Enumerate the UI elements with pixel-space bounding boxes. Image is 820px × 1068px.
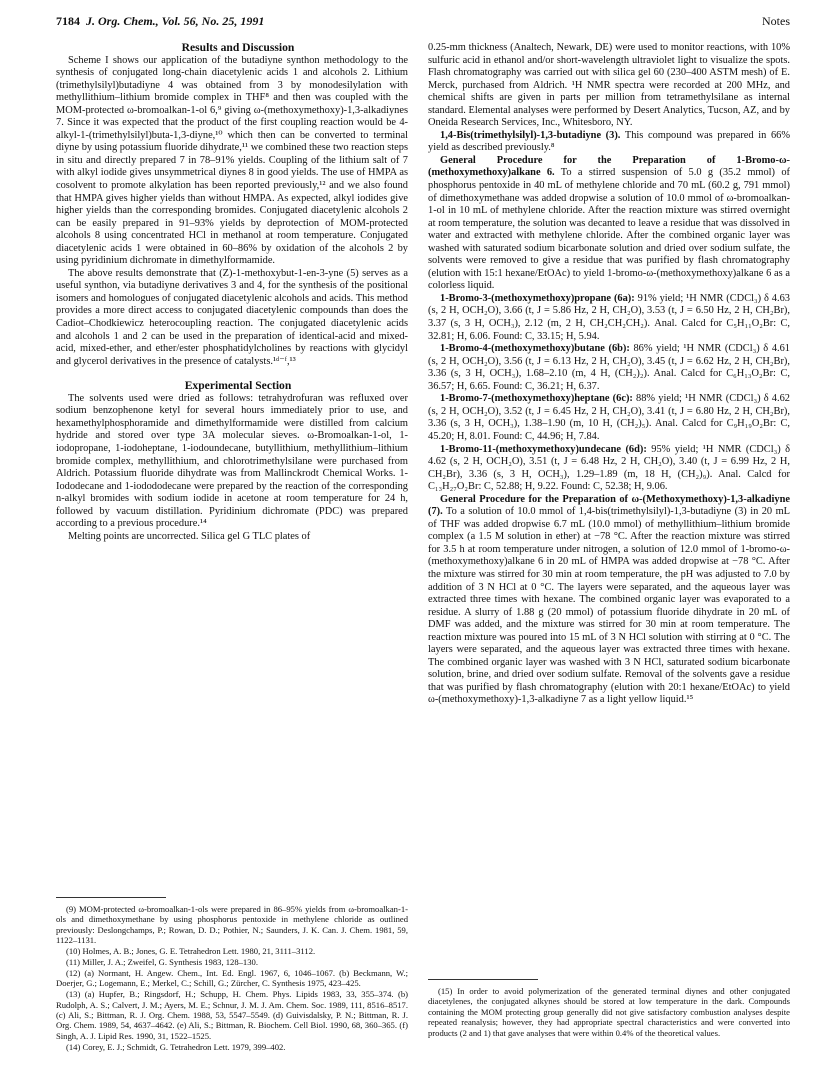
compound-3-text: This compound was prepared in 66% yield as described previously.⁸ xyxy=(428,129,790,154)
left-column xyxy=(56,42,408,543)
compound-6d-text: 95% yield; ¹H NMR (CDCl₃) δ 4.62 (s, 2 H, OCH₂O), 3.51 (t, J = 6.48 Hz, 2 H, CH₂O), 3.40 (t, J = 6.99 Hz, 2 H, CH₂Br), 3.36 (s, 3 H, OCH₃), 1.29–1.89 (m, 18 H, (CH₂)₉). Anal. Calcd for C₁₃H₂₇O₂Br: C, 52.88; H, 9.22. Found: C, 52.38; H, 9.06. xyxy=(428,443,791,493)
procedure-7-text: To a solution of 10.0 mmol of 1,4-bis(trimethylsilyl)-1,3-butadiyne (3) in 20 mL of THF was added dropwise 6.7 mL (10.0 mmol) of methyllithium–lithium bromide complex (a 1.5 M solution in ether) at −78 °C. After the reaction mixture was stirred for 3.5 h at room temperature under nitrogen, a solution of 12.0 mmol of 1-bromo-ω-(methoxymethoxy)alkane 6 in 20 mL of HMPA was added dropwise at −78 °C. After the mixture was stirred for 30 min at room temperature, the pH was adjusted to 7.0 by addition of 3 N HCl at 0 °C. The layers were separated, and the aqueous layer was extracted three times with hexane. The combined organic layer was evaporated to a residue. A slurry of 1.88 g (20 mmol) of potassium fluoride dihydrate in 20 mL of DMF was added, and the mixture was stirred for 30 min at room temperature. The reaction mixture was poured into 15 mL of 3 N HCl solution with stirring at 0 °C. The layers were separated, and the aqueous layer was extracted three times with hexane. The combined organic layer was washed with 3 N HCl, saturated sodium bicarbonate solution, brine, and dried over sodium sulfate. Removal of the solvents gave a residue that was purified by flash chromatography (elution with 20:1 hexane/EtOAc) to yield ω-(methoxymethoxy)-1,3-alkadiyne 7 as a light yellow liquid.¹⁵ xyxy=(428,506,790,706)
footnote-15: (15) In order to avoid polymerization of the generated terminal diynes and other conjugated diacetylenes, the conjugated alkynes should be stored at low temperature in the dark. Compounds containing the MOM protecting group generally did not give satisfactory combustion analyses despite repeated reanalysis; however, they had appropriate spectral characteristics and were converted into products (2 and 1) that gave analyses that were within 0.4% of the theoretical values. xyxy=(428,986,790,1038)
compound-6b-paragraph xyxy=(428,343,790,393)
footnote-divider-right xyxy=(428,979,538,980)
procedure-7-title: General Procedure for the Preparation of ω-(Methoxymethoxy)-1,3-alkadiyne (7). xyxy=(428,493,790,518)
footnote-10: (10) Holmes, A. B.; Jones, G. E. Tetrahedron Lett. 1980, 21, 3111–3112. xyxy=(66,946,316,957)
compound-6b-title: 1-Bromo-4-(methoxymethoxy)butane (6b): xyxy=(440,343,630,355)
compound-6b-text: 86% yield; ¹H NMR (CDCl₃) δ 4.61 (s, 2 H, OCH₂O), 3.56 (t, J = 6.13 Hz, 2 H, CH₂O), 3.45 (t, J = 6.62 Hz, 2 H, CH₂Br), 3.36 (s, 3 H, OCH₃), 1.68–2.10 (m, 4 H, (CH₂)₂). Anal. Calcd for C₆H₁₃O₂Br: C, 36.57; H, 6.65. Found: C, 36.21; H, 6.37. xyxy=(428,343,791,392)
section-label: Notes xyxy=(762,14,790,28)
procedure-6-text: To a stirred suspension of 5.0 g (35.2 mmol) of phosphorus pentoxide in 40 mL of methylene chloride and 70 mL (60.2 g, 791 mmol) of dimethoxymethane was added dropwise a solution of 10.0 mmol of ω-bromoalkan-1-ol in 10 mL of methylene chloride. After the reaction mixture was stirred overnight at room temperature, the solution was decanted to leave a residue that was dissolved in water and extracted with methylene chloride. After the combined organic layer was washed with saturated sodium bicarbonate solution and dried over sodium sulfate, the solvents were removed to give a residue that was purified by flash chromatography (elution with 15:1 hexane/EtOAc) to yield 1-bromo-ω-(methoxymethoxy)alkane 6 as a colorless liquid. xyxy=(428,167,790,292)
footnote-11: (11) Miller, J. A.; Zweifel, G. Synthesis 1983, 128–130. xyxy=(66,957,258,968)
footnote-divider-left xyxy=(56,897,166,898)
compound-6c-paragraph xyxy=(428,393,790,443)
left-footnotes xyxy=(56,904,408,1053)
procedure-7-paragraph xyxy=(428,494,790,707)
compound-6c-title: 1-Bromo-7-(methoxymethoxy)heptane (6c): xyxy=(440,393,633,405)
right-column xyxy=(428,42,790,707)
running-head xyxy=(56,14,790,32)
compound-6d-paragraph xyxy=(428,444,790,494)
right-footnotes xyxy=(428,986,790,1039)
results-heading: Results and Discussion xyxy=(181,41,295,54)
experimental-heading: Experimental Section xyxy=(184,379,292,393)
procedure-6-paragraph xyxy=(428,155,790,293)
experimental-paragraph-2: Melting points are uncorrected. Silica gel G TLC plates of xyxy=(68,530,311,542)
compound-3-title: 1,4-Bis(trimethylsilyl)-1,3-butadiyne (3). xyxy=(440,129,621,141)
compound-6a-title: 1-Bromo-3-(methoxymethoxy)propane (6a): xyxy=(440,292,635,304)
materials-paragraph: 0.25-mm thickness (Analtech, Newark, DE) were used to monitor reactions, with 10% sulfuric acid in ethanol and/or short-wavelength ultraviolet light to visualize the spots. Flash chromatography was carried out with silica gel 60 (230–400 ASTM mesh) of E. Merck, purchased from Aldrich. ¹H NMR spectra were recorded at 200 MHz, and chemical shifts are given in parts per million from tetramethylsilane as internal standard. Elemental analyses were performed by Desert Analytics, Tucson, AZ, and by Oneida Research Services, Inc., Whitesboro, NY. xyxy=(428,42,790,129)
page-number-and-journal: 7184 J. Org. Chem., Vol. 56, No. 25, 1991 xyxy=(56,14,265,28)
footnote-12: (12) (a) Normant, H. Angew. Chem., Int. Ed. Engl. 1967, 6, 1046–1067. (b) Beckmann, W.; Doerjer, G.; Logemann, E.; Merkel, C.; Schill, G.; Zürcher, C. Synthesis 1975, 423–425. xyxy=(56,967,408,989)
results-paragraph-1: Scheme I shows our application of the butadiyne synthon methodology to the synthesis of conjugated long-chain diacetylenic acids 1 and alcohols 2. Lithium (trimethylsilyl)butadiyne 4 was obtained from 3 by monodesilylation with methyllithium–lithium bromide complex in THF⁸ and then was coupled with the MOM-protected ω-bromoalkan-1-ol 6,⁹ giving ω-(methoxymethoxy)-1,3-alkadiynes 7. Since it was expected that the product of the first coupling reaction would be 4-alkyl-1-(trimethylsilyl)buta-1,3-diyne,¹⁰ which then can be converted to terminal diyne by using potassium fluoride dihydrate,¹¹ we combined these two reaction steps in situ and directly prepared 7 in 78–91% yields. Coupling of the lithium salt of 7 with alkyl iodide gives unsymmetrical diynes 8 in good yields. The use of HMPA as cosolvent to promote alkylation has been reported previously,¹² and we also found that HMPA gives higher yields than without HMPA. As expected, alkyl iodides give higher yields than the corresponding bromides. Conjugated diacetylenic alcohols 2 can be easily prepared in 91–93% yields by deprotection of MOM-protected alcohols 8 using concentrated HCl in methanol at room temperature. Conjugated diacetylenic acids 1 were obtained in 60–86% by oxidation of the alcohols 2 by using pyridinium dichromate in dimethylformamide. xyxy=(56,54,408,267)
compound-6a-text: 91% yield; ¹H NMR (CDCl₃) δ 4.63 (s, 2 H, OCH₂O), 3.66 (t, J = 5.86 Hz, 2 H, CH₂O), 3.53 (t, J = 6.50 Hz, 2 H, CH₂Br), 3.37 (s, 3 H, OCH₃), 2.12 (m, 2 H, CH₂CH₂CH₂). Anal. Calcd for C₅H₁₁O₂Br: C, 32.81; H, 6.06. Found: C, 33.15; H, 5.94. xyxy=(428,292,790,342)
footnote-9: (9) MOM-protected ω-bromoalkan-1-ols were prepared in 86–95% yields from ω-bromoalkan-1-ols and dimethoxymethane by using phosphorus pentoxide in methylene chloride as outlined previously: Deslongchamps, P.; Rowan, D. D.; Pothier, N.; Saunders, J. K. Can. J. Chem. 1981, 59, 1122–1131. xyxy=(56,904,408,946)
compound-6d-title: 1-Bromo-11-(methoxymethoxy)undecane (6d): xyxy=(440,443,647,455)
footnote-13: (13) (a) Hupfer, B.; Ringsdorf, H.; Schupp, H. Chem. Phys. Lipids 1983, 33, 355–374. (b) Rudolph, A. S.; Calvert, J. M.; Ayers, M. E.; Schnur, J. M. J. Am. Chem. Soc. 1989, 111, 8516–8517. (c) Ali, S.; Bittman, R. J. Org. Chem. 1988, 53, 5547–5549. (d) Guivisdalsky, P. N.; Bittman, R. J. Org. Chem. 1989, 54, 4637–4642. (e) Ali, S.; Bittman, R. Biochem. Cell Biol. 1990, 68, 360–365. (f) Singh, A. J. Lipid Res. 1990, 31, 1522–1525. xyxy=(56,989,408,1041)
results-paragraph-2: The above results demonstrate that (Z)-1-methoxybut-1-en-3-yne (5) serves as a useful synthon, via butadiyne derivatives 3 and 4, for the synthesis of the positional isomers and homologues of conjugated diacetylenic alcohols and acids. This method provides a more direct access to conjugated diacetylenic compounds than does the Cadiot–Chodkiewicz heterocoupling reaction. The conjugated diacetylenic acids and alcohols 1 and 2 can be used in the preparation of identical-acid and mixed-acid, mixed-ether, and ether/ester phosphatidylcholines by reactions with glycidyl and glycerol derivatives in the presence of catalysts.¹ᵈ⁻ᶠ,¹³ xyxy=(56,267,408,367)
procedure-6-title: General Procedure for the Preparation of 1-Bromo-ω-(methoxymethoxy)alkane 6. xyxy=(428,154,790,179)
footnote-14: (14) Corey, E. J.; Schmidt, G. Tetrahedron Lett. 1979, 399–402. xyxy=(66,1041,286,1052)
compound-3-paragraph xyxy=(428,130,790,155)
compound-6c-text: 88% yield; ¹H NMR (CDCl₃) δ 4.62 (s, 2 H, OCH₂O), 3.52 (t, J = 6.45 Hz, 2 H, CH₂O), 3.41 (t, J = 6.80 Hz, 2 H, CH₂Br), 3.36 (s, 3 H, OCH₃), 1.38–1.90 (m, 10 H, (CH₂)₅). Anal. Calcd for C₉H₁₉O₂Br: C, 45.20; H, 8.01. Found: C, 44.96; H, 7.84. xyxy=(428,393,790,442)
experimental-paragraph-1: The solvents used were dried as follows: tetrahydrofuran was refluxed over sodium benzophenone ketyl for several hours immediately prior to use, and hexamethylphosphoramide and dimethylformamide were distilled from calcium hydride and stored over type 3A molecular sieves. ω-Bromoalkan-1-ol, 1-iodopropane, 1-iodoheptane, 1-iodoundecane, butyllithium, methyllithium–lithium bromide complex, methyllithium, and chlorotrimethylsilane were purchased from Aldrich. Potassium fluoride dihydrate was from Mallinckrodt Chemical Works. 1-Iododecane and 1-iodododecane were prepared by the reaction of the corresponding n-alkyl bromides with sodium iodide in acetone at room temperature for 24 h, followed by vacuum distillation. Pyridinium dichromate (PDC) was prepared according to a previous procedure.¹⁴ xyxy=(56,392,408,530)
compound-6a-paragraph xyxy=(428,293,790,343)
